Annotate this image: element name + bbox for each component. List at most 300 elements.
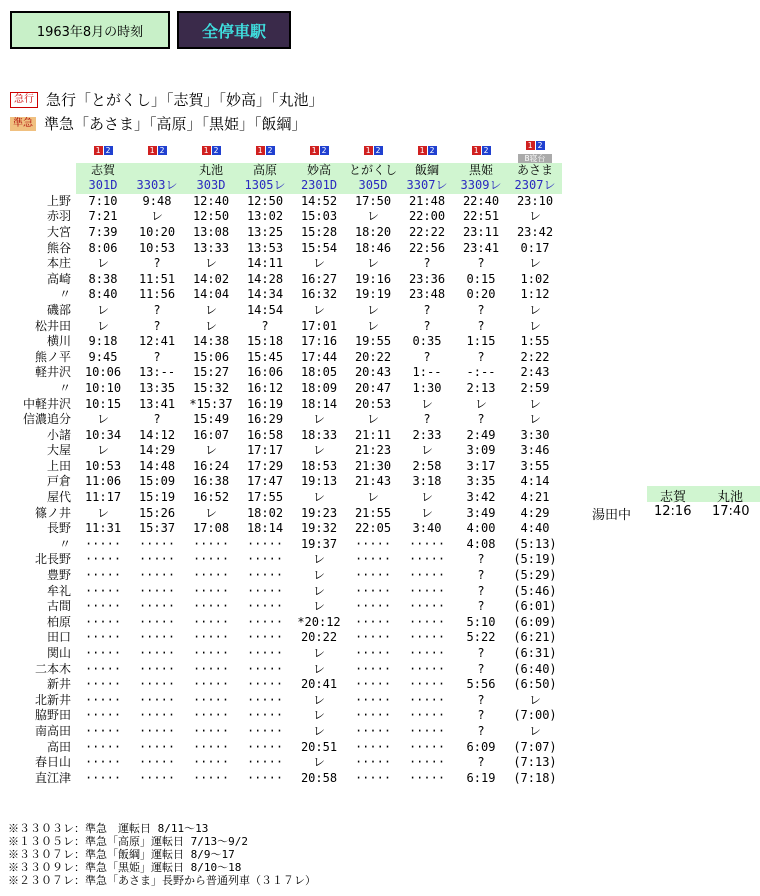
time-cell: ? (477, 723, 485, 738)
time-cell: 0:35 (412, 334, 442, 349)
station-name: 小諸 (46, 427, 71, 442)
time-cell: ····· (192, 692, 230, 707)
train-number: 2307レ (508, 178, 562, 194)
time-cell: レ (420, 443, 433, 458)
station-cell (5, 178, 76, 194)
time-cell: ····· (246, 646, 284, 660)
time-cell: 23:48 (408, 287, 446, 302)
time-cell: ? (477, 755, 485, 770)
table-row (5, 599, 562, 615)
time-cell: 3:35 (466, 474, 496, 489)
time-cell: 18:46 (354, 240, 392, 255)
station-name: 大宮 (46, 224, 71, 239)
time-cell: 17:08 (192, 521, 230, 536)
time-cell: ····· (192, 677, 230, 692)
train-name (130, 163, 184, 179)
time-cell: 20:47 (354, 380, 392, 395)
semi-express-icon: 準急 (10, 117, 36, 131)
time-cell: ····· (192, 599, 230, 614)
car-class-cell (508, 138, 562, 163)
time-cell: (6:09) (513, 614, 557, 629)
time-cell: ····· (408, 677, 446, 692)
time-cell: 12:40 (192, 193, 230, 208)
train-number: 303D (184, 178, 238, 194)
time-cell: レ (204, 302, 217, 317)
time-cell: 14:02 (192, 271, 230, 286)
time-cell: ? (477, 349, 485, 364)
car-class-cell (238, 138, 292, 163)
time-cell: ? (477, 661, 485, 676)
time-cell: 5:22 (466, 630, 496, 645)
train-number-row (5, 178, 562, 194)
time-cell: ····· (408, 552, 446, 567)
time-cell: ····· (138, 723, 176, 738)
time-cell: 17:55 (246, 490, 284, 505)
yudanaka-col1: 志賀 (660, 490, 687, 505)
time-cell: 3:55 (520, 458, 550, 473)
time-cell: 20:22 (354, 349, 392, 364)
first-class-icon: 1 (472, 146, 481, 155)
station-name: 高崎 (46, 271, 71, 286)
station-name: 屋代 (46, 490, 71, 505)
time-cell: ····· (246, 770, 284, 785)
time-cell: 14:34 (246, 287, 284, 302)
time-cell: 1:15 (466, 334, 496, 349)
time-cell: 16:24 (192, 458, 230, 473)
time-cell: 0:20 (466, 287, 496, 302)
time-cell: 14:54 (246, 302, 284, 317)
time-cell: -:-- (466, 365, 496, 380)
second-class-icon: 2 (266, 146, 275, 155)
note: ※３３０９レ：準急「黒姫」運転日 8/10～18 (8, 861, 242, 874)
time-cell: 18:09 (300, 380, 338, 395)
train-name: 丸池 (184, 163, 238, 179)
time-cell: (5:46) (513, 583, 557, 598)
yudanaka-station: 湯田中 (592, 508, 632, 523)
time-cell: 9:48 (142, 193, 172, 208)
time-cell: 4:00 (466, 521, 496, 536)
second-class-icon: 2 (104, 146, 113, 155)
time-cell: ····· (246, 536, 284, 551)
time-cell: 4:40 (520, 521, 550, 536)
time-cell: ? (153, 412, 161, 427)
time-cell: ····· (246, 723, 284, 738)
time-cell: ····· (138, 536, 176, 551)
second-class-icon: 2 (536, 141, 545, 150)
time-cell: ····· (192, 568, 230, 583)
time-cell: 2:33 (412, 427, 442, 442)
time-cell: 19:13 (300, 474, 338, 489)
time-cell: 20:51 (300, 739, 338, 754)
time-cell: 7:39 (88, 224, 118, 239)
time-cell: 15:54 (300, 240, 338, 255)
time-cell: 23:10 (516, 193, 554, 208)
time-cell: ····· (192, 630, 230, 645)
note: ※３３０３レ：準急 運転日 8/11～13 (8, 822, 209, 835)
note: ※３３０７レ：準急「飯綱」運転日 8/9～17 (8, 848, 235, 861)
train-name: 高原 (238, 163, 292, 179)
time-cell: 16:12 (246, 380, 284, 395)
time-cell: レ (150, 209, 163, 224)
time-cell: 23:36 (408, 271, 446, 286)
time-cell: 16:19 (246, 396, 284, 411)
time-cell: ? (477, 568, 485, 583)
time-cell: レ (366, 302, 379, 317)
table-row (5, 506, 562, 522)
time-cell: 2:13 (466, 380, 496, 395)
time-cell: 16:58 (246, 427, 284, 442)
time-cell: 17:47 (246, 474, 284, 489)
time-cell: 22:05 (354, 521, 392, 536)
train-number: 3307レ (400, 178, 454, 194)
time-cell: ? (153, 318, 161, 333)
train-name: 妙高 (292, 163, 346, 179)
time-cell: ····· (354, 708, 392, 723)
time-cell: 6:09 (466, 739, 496, 754)
time-cell: レ (312, 583, 325, 598)
time-cell: ? (477, 318, 485, 333)
time-cell: *20:12 (297, 614, 341, 629)
second-class-icon: 2 (212, 146, 221, 155)
table-row (5, 771, 562, 787)
time-cell: 15:32 (192, 380, 230, 395)
time-cell: 15:26 (138, 505, 176, 520)
time-cell: ····· (84, 568, 122, 583)
time-cell: 14:11 (246, 256, 284, 271)
time-cell: ····· (408, 630, 446, 645)
time-cell: 10:15 (84, 396, 122, 411)
time-cell: レ (96, 443, 109, 458)
time-cell: ····· (84, 755, 122, 770)
time-cell: 15:49 (192, 412, 230, 427)
time-cell: 1:30 (412, 380, 442, 395)
time-cell: 8:38 (88, 271, 118, 286)
time-cell: ····· (138, 614, 176, 629)
time-cell: 22:00 (408, 209, 446, 224)
time-cell: 4:29 (520, 505, 550, 520)
time-cell: 15:03 (300, 209, 338, 224)
time-cell: 14:52 (300, 193, 338, 208)
time-cell: 3:09 (466, 443, 496, 458)
time-cell: レ (528, 209, 541, 224)
first-class-icon: 1 (94, 146, 103, 155)
time-cell: ····· (408, 661, 446, 676)
station-name: 関山 (46, 646, 71, 660)
time-cell: ····· (246, 614, 284, 629)
time-cell: 17:29 (246, 458, 284, 473)
station-name: 南高田 (34, 723, 71, 738)
time-cell: 17:01 (300, 318, 338, 333)
time-cell: 15:18 (246, 334, 284, 349)
time-cell: 2:59 (520, 380, 550, 395)
time-cell: ····· (408, 692, 446, 707)
train-name: 黒姫 (454, 163, 508, 179)
time-cell: 11:51 (138, 271, 176, 286)
table-row (5, 615, 562, 631)
time-cell: 21:11 (354, 427, 392, 442)
time-cell: ····· (138, 568, 176, 583)
time-cell: レ (204, 256, 217, 271)
table-row (5, 474, 562, 490)
time-cell: ····· (246, 708, 284, 723)
time-cell: 17:50 (354, 193, 392, 208)
time-cell: ····· (138, 770, 176, 785)
time-cell: レ (96, 412, 109, 427)
station-name: 中軽井沢 (22, 396, 71, 411)
time-cell: レ (312, 723, 325, 738)
time-cell: ····· (408, 646, 446, 660)
time-cell: ? (423, 412, 431, 427)
time-cell: 13:02 (246, 209, 284, 224)
note: ※１３０５レ：準急「高原」運転日 7/13～9/2 (8, 835, 248, 848)
table-row (5, 303, 562, 319)
table-row (5, 241, 562, 257)
time-cell: レ (528, 302, 541, 317)
time-cell: ····· (138, 552, 176, 567)
time-cell: 9:45 (88, 349, 118, 364)
table-row (5, 646, 562, 662)
car-class-cell (76, 138, 130, 163)
station-name: 赤羽 (46, 209, 71, 224)
time-cell: 8:40 (88, 287, 118, 302)
time-cell: 18:33 (300, 427, 338, 442)
time-cell: レ (312, 490, 325, 505)
second-class-icon: 2 (320, 146, 329, 155)
yudanaka-t2: 17:40 (712, 504, 750, 519)
time-cell: ····· (354, 614, 392, 629)
table-row (5, 381, 562, 397)
time-cell: 14:29 (138, 443, 176, 458)
table-row (5, 708, 562, 724)
table-row (5, 755, 562, 771)
time-cell: ? (477, 256, 485, 271)
time-cell: 14:28 (246, 271, 284, 286)
time-cell: 3:17 (466, 458, 496, 473)
time-cell: ? (477, 583, 485, 598)
train-name: とがくし (346, 163, 400, 179)
time-cell: 3:42 (466, 490, 496, 505)
time-cell: 12:50 (246, 193, 284, 208)
time-cell: 18:14 (246, 521, 284, 536)
table-row (5, 272, 562, 288)
car-icons-row (5, 138, 562, 163)
time-cell: 15:06 (192, 349, 230, 364)
table-row (5, 225, 562, 241)
table-row (5, 350, 562, 366)
time-cell: 14:48 (138, 458, 176, 473)
time-cell: ····· (408, 708, 446, 723)
time-cell: 4:14 (520, 474, 550, 489)
station-cell (5, 138, 76, 163)
note: ※２３０７レ：準急「あさま」長野から普通列車（３１７レ） (8, 874, 316, 887)
table-row (5, 443, 562, 459)
time-cell: ? (423, 318, 431, 333)
time-cell: 21:55 (354, 505, 392, 520)
time-cell: ? (153, 349, 161, 364)
time-cell: ····· (408, 583, 446, 598)
table-row (5, 365, 562, 381)
time-cell: ····· (354, 536, 392, 551)
time-cell: ? (477, 552, 485, 567)
second-class-icon: 2 (374, 146, 383, 155)
station-name: 脇野田 (34, 708, 71, 723)
first-class-icon: 1 (202, 146, 211, 155)
time-cell: ? (477, 412, 485, 427)
time-cell: レ (312, 443, 325, 458)
time-cell: 2:43 (520, 365, 550, 380)
time-cell: レ (366, 318, 379, 333)
station-name: 〃 (58, 380, 71, 395)
time-cell: 12:50 (192, 209, 230, 224)
time-cell: ····· (408, 536, 446, 551)
time-cell: レ (96, 302, 109, 317)
time-cell: レ (312, 599, 325, 614)
first-class-icon: 1 (418, 146, 427, 155)
time-cell: 7:10 (88, 193, 118, 208)
table-row (5, 194, 562, 210)
time-cell: 19:23 (300, 505, 338, 520)
time-cell: *15:37 (189, 396, 233, 411)
time-cell: 11:17 (84, 490, 122, 505)
time-cell: ····· (246, 568, 284, 583)
time-cell: (7:00) (513, 708, 557, 723)
time-cell: 3:49 (466, 505, 496, 520)
time-cell: ····· (192, 723, 230, 738)
time-cell: 13:35 (138, 380, 176, 395)
notes (8, 822, 316, 887)
time-cell: 1:55 (520, 334, 550, 349)
time-cell: ? (477, 708, 485, 723)
time-cell: (5:13) (513, 536, 557, 551)
station-name: 北長野 (34, 552, 71, 567)
time-cell: (7:18) (513, 770, 557, 785)
sleeper-icon: B寝台 (518, 154, 552, 163)
time-cell: 3:46 (520, 443, 550, 458)
train-name: あさま (508, 163, 562, 179)
time-cell: ····· (84, 692, 122, 707)
legend-express-text: 急行「とがくし」「志賀」「妙高」「丸池」 (46, 91, 324, 109)
time-cell: 21:30 (354, 458, 392, 473)
station-name: 横川 (46, 334, 71, 349)
time-cell: 2:49 (466, 427, 496, 442)
time-cell: (7:13) (513, 755, 557, 770)
time-cell: ····· (84, 583, 122, 598)
station-name: 豊野 (46, 568, 71, 583)
time-cell: (7:07) (513, 739, 557, 754)
time-cell: (6:40) (513, 661, 557, 676)
time-cell: 13:53 (246, 240, 284, 255)
time-cell: 16:27 (300, 271, 338, 286)
time-cell: 16:06 (246, 365, 284, 380)
time-cell: レ (528, 723, 541, 738)
time-cell: 0:17 (520, 240, 550, 255)
time-cell: レ (420, 396, 433, 411)
time-cell: ····· (408, 599, 446, 614)
time-cell: 8:06 (88, 240, 118, 255)
time-cell: レ (366, 209, 379, 224)
car-class-cell (130, 138, 184, 163)
table-row (5, 397, 562, 413)
time-cell: ? (477, 599, 485, 614)
time-cell: レ (366, 490, 379, 505)
train-name-row (5, 163, 562, 179)
train-name: 飯綱 (400, 163, 454, 179)
time-cell: 18:02 (246, 505, 284, 520)
time-cell: 22:56 (408, 240, 446, 255)
time-cell: ····· (84, 552, 122, 567)
time-cell: 18:53 (300, 458, 338, 473)
time-cell: ····· (246, 677, 284, 692)
station-name: 二本木 (34, 661, 71, 676)
time-cell: ····· (354, 755, 392, 770)
time-cell: ····· (354, 692, 392, 707)
time-cell: レ (420, 505, 433, 520)
time-cell: ····· (192, 770, 230, 785)
time-cell: 15:19 (138, 490, 176, 505)
time-cell: ····· (84, 661, 122, 676)
time-cell: レ (528, 412, 541, 427)
table-row (5, 428, 562, 444)
table-row (5, 537, 562, 553)
time-cell: 1:-- (412, 365, 442, 380)
table-row (5, 287, 562, 303)
first-class-icon: 1 (526, 141, 535, 150)
station-name: 松井田 (34, 318, 71, 333)
time-cell: レ (312, 552, 325, 567)
time-cell: ····· (192, 583, 230, 598)
time-cell: 17:16 (300, 334, 338, 349)
legend-semi-express-text: 準急「あさま」「高原」「黒姫」「飯綱」 (44, 115, 307, 133)
table-row (5, 209, 562, 225)
time-cell: 14:38 (192, 334, 230, 349)
table-row (5, 552, 562, 568)
time-cell: 13:25 (246, 224, 284, 239)
time-cell: ····· (138, 708, 176, 723)
car-class-cell (184, 138, 238, 163)
second-class-icon: 2 (158, 146, 167, 155)
time-cell: レ (528, 396, 541, 411)
time-cell: レ (96, 256, 109, 271)
time-cell: ····· (138, 692, 176, 707)
time-cell: 11:06 (84, 474, 122, 489)
car-class-cell (292, 138, 346, 163)
time-cell: ····· (246, 661, 284, 676)
time-cell: レ (312, 568, 325, 583)
table-row (5, 740, 562, 756)
time-cell: 15:09 (138, 474, 176, 489)
time-cell: レ (312, 646, 325, 660)
table-row (5, 584, 562, 600)
time-cell: 14:04 (192, 287, 230, 302)
time-cell: ····· (354, 739, 392, 754)
time-cell: 22:40 (462, 193, 500, 208)
first-class-icon: 1 (364, 146, 373, 155)
time-cell: ····· (192, 755, 230, 770)
time-cell: 9:18 (88, 334, 118, 349)
time-cell: ····· (408, 723, 446, 738)
station-name: 磯部 (46, 302, 71, 317)
time-cell: ····· (408, 614, 446, 629)
time-cell: レ (366, 256, 379, 271)
time-cell: ····· (84, 614, 122, 629)
time-cell: ····· (408, 568, 446, 583)
time-cell: ····· (138, 755, 176, 770)
time-cell: 19:16 (354, 271, 392, 286)
mode-button[interactable]: 全停車駅 (177, 11, 291, 49)
time-cell: 16:52 (192, 490, 230, 505)
station-name: 大屋 (46, 443, 71, 458)
time-cell: 18:05 (300, 365, 338, 380)
